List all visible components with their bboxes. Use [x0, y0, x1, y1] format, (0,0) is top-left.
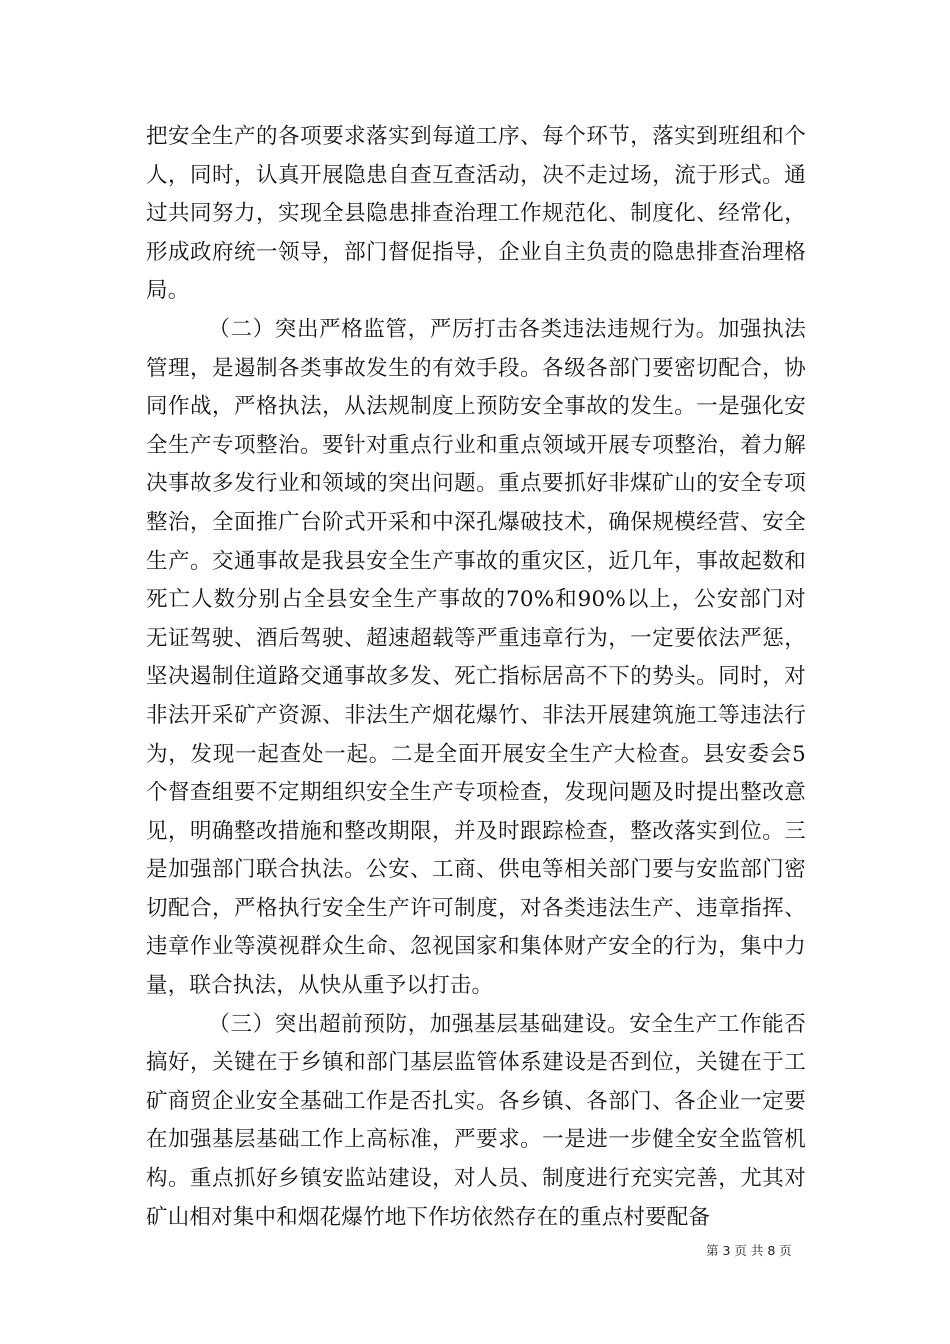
paragraph-2: （二）突出严格监管，严厉打击各类违法违规行为。加强执法管理，是遏制各类事故发生的有效手段。各级各部门要密切配合，协同作战，严格执法，从法规制度上预防安全事故的发生。一是强化安全生产专项整治。要针对重点行业和重点领域开展专项整治，着力解决事故多发行业和领域的突出问题。重点要抓好非煤矿山的安全专项整治，全面推广台阶式开采和中深孔爆破技术，确保规模经营、安全生产。交通事故是我县安全生产事故的重灾区，近几年，事故起数和死亡人数分别占全县安全生产事故的70%和90%以上，公安部门对无证驾驶、酒后驾驶、超速超载等严重违章行为，一定要依法严惩，坚决遏制住道路交通事故多发、死亡指标居高不下的势头。同时，对非法开采矿产资源、非法生产烟花爆竹、非法开展建筑施工等违法行为，发现一起查处一起。二是全面开展安全生产大检查。县安委会5个督查组要不定期组织安全生产专项检查，发现问题及时提出整改意见，明确整改措施和整改期限，并及时跟踪检查，整改落实到位。三是加强部门联合执法。公安、工商、供电等相关部门要与安监部门密切配合，严格执行安全生产许可制度，对各类违法生产、违章指挥、违章作业等漠视群众生命、忽视国家和集体财产安全的行为，集中力量，联合执法，从快从重予以打击。: [146, 316, 806, 999]
paragraph-3: （三）突出超前预防，加强基层基础建设。安全生产工作能否搞好，关键在于乡镇和部门基层监管体系建设是否到位，关键在于工矿商贸企业安全基础工作是否扎实。各乡镇、各部门、各企业一定要在加强基层基础工作上高标准，严要求。一是进一步健全安全监管机构。重点抓好乡镇安监站建设，对人员、制度进行充实完善，尤其对矿山相对集中和烟花爆竹地下作坊依然存在的重点村要配备: [146, 1011, 806, 1230]
paragraph-1: 把安全生产的各项要求落实到每道工序、每个环节，落实到班组和个人，同时，认真开展隐患自查互查活动，决不走过场，流于形式。通过共同努力，实现全县隐患排查治理工作规范化、制度化、经常化，形成政府统一领导，部门督促指导，企业自主负责的隐患排查治理格局。: [146, 124, 806, 304]
page-number-footer: 第 3 页 共 8 页: [706, 1243, 792, 1258]
document-body: [146, 118, 806, 1237]
